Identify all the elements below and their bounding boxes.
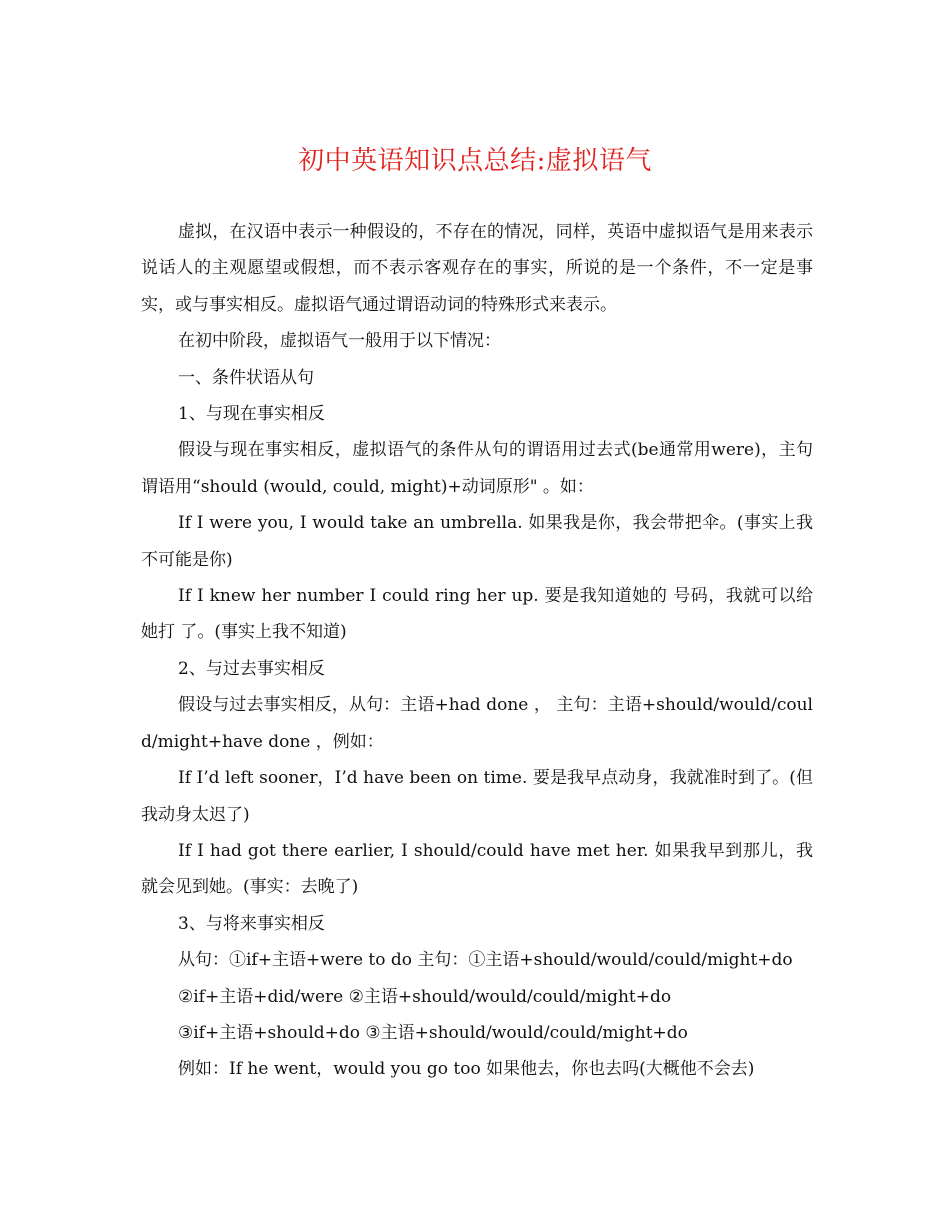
example-present-2: If I knew her number I could ring her up. 要是我知道她的 号码，我就可以给她打 了。(事实上我不知道) <box>141 586 813 643</box>
subheading-past: 2、与过去事实相反 <box>178 658 325 679</box>
example-past-2: If I had got there earlier, I should/could have met her. 如果我早到那儿，我就会见到她。(事实：去晚了) <box>141 840 813 898</box>
paragraph-usage: 在初中阶段，虚拟语气一般用于以下情况： <box>178 331 501 352</box>
subheading-future: 3、与将来事实相反 <box>178 913 325 934</box>
formula-future-2: ②if+主语+did/were ②主语+should/would/could/might+do <box>178 986 672 1007</box>
formula-future-1: 从句：①if+主语+were to do 主句：①主语+should/would/could/might+do <box>178 950 793 971</box>
formula-future-3: ③if+主语+should+do ③主语+should/would/could/might+do <box>178 1022 688 1043</box>
example-present-1: If I were you, I would take an umbrella. 如果我是你，我会带把伞。(事实上我不可能是你) <box>141 513 813 570</box>
section-heading-conditional: 一、条件状语从句 <box>178 367 314 388</box>
paragraph-past-rule: 假设与过去事实相反，从句：主语+had done ， 主句：主语+should/would/could/might+have done ，例如： <box>141 695 813 752</box>
example-past-1: If I’d left sooner，I’d have been on time. 要是我早点动身，我就准时到了。(但我动身太迟了) <box>141 768 813 825</box>
paragraph-intro: 虚拟，在汉语中表示一种假设的，不存在的情况，同样，英语中虚拟语气是用来表示说话人的主观愿望或假想，而不表示客观存在的事实，所说的是一个条件，不一定是事实，或与事实相反。虚拟语气通过谓语动词的特殊形式来表示。 <box>141 222 813 315</box>
paragraph-present-rule: 假设与现在事实相反，虚拟语气的条件从句的谓语用过去式(be通常用were)，主句谓语用“should (would, could, might)+动词原形" 。如： <box>141 440 813 497</box>
subheading-present: 1、与现在事实相反 <box>178 404 325 425</box>
document-body <box>141 214 813 1088</box>
example-future-1: 例如：If he went，would you go too 如果他去，你也去吗(大概他不会去) <box>178 1059 755 1080</box>
document-title: 初中英语知识点总结:虚拟语气 <box>298 146 652 176</box>
